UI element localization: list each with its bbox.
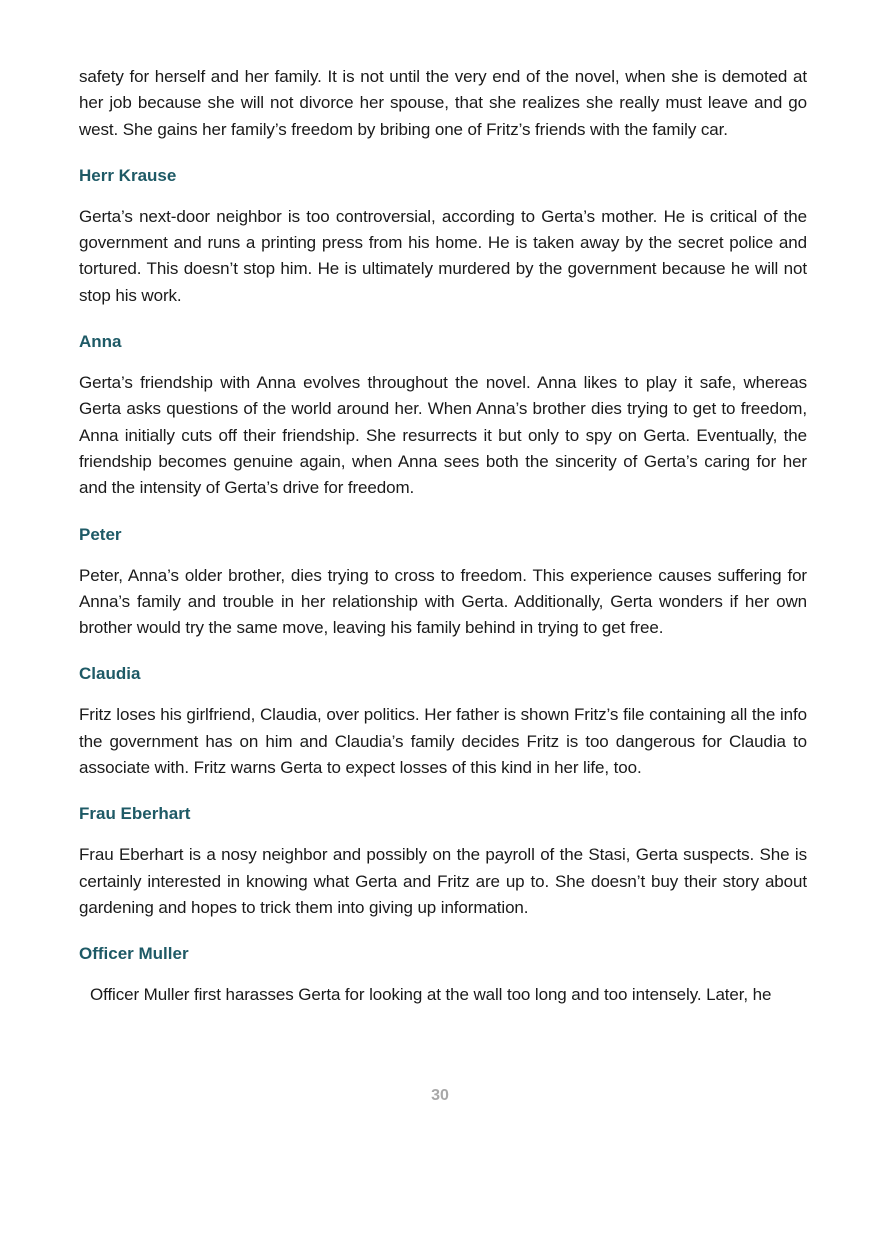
anna-paragraph: Gerta’s friendship with Anna evolves throughout the novel. Anna likes to play it safe, whereas Gerta asks questions of the world around her. When Anna’s brother dies trying to get to freedom, Anna initially cuts off their friendship. She resurrects it but only to spy on Gerta. Eventually, the friendship becomes genuine again, when Anna sees both the sincerity of Gerta’s caring for her and the intensity of Gerta’s drive for freedom. xyxy=(79,373,807,498)
heading-frau-eberhart: Frau Eberhart xyxy=(79,804,191,824)
peter-paragraph: Peter, Anna’s older brother, dies trying to cross to freedom. This experience causes suffering for Anna’s family and trouble in her relationship with Gerta. Additionally, Gerta wonders if her own brother would try the same move, leaving his family behind in trying to get free. xyxy=(79,565,807,638)
heading-officer-muller: Officer Muller xyxy=(79,944,189,964)
claudia-paragraph: Fritz loses his girlfriend, Claudia, over politics. Her father is shown Fritz’s file containing all the info the government has on him and Claudia’s family decides Fritz is too dangerous for Claudia to associate with. Fritz warns Gerta to expect losses of this kind in her life, too. xyxy=(79,705,807,778)
frau-eberhart-paragraph: Frau Eberhart is a nosy neighbor and possibly on the payroll of the Stasi, Gerta suspects. She is certainly interested in knowing what Gerta and Fritz are up to. She doesn’t buy their story about gardening and hopes to trick them into giving up information. xyxy=(79,845,807,917)
heading-herr-krause: Herr Krause xyxy=(79,165,177,185)
heading-peter: Peter xyxy=(79,524,122,544)
heading-anna: Anna xyxy=(79,332,122,352)
officer-muller-paragraph: Officer Muller first harasses Gerta for looking at the wall too long and too intensely. Later, he xyxy=(90,985,772,1005)
intro-paragraph: safety for herself and her family. It is not until the very end of the novel, when she is demoted at her job because she will not divorce her spouse, that she realizes she really must leave and go west. She gains her family’s freedom by bribing one of Fritz’s friends with the family car. xyxy=(79,67,807,139)
heading-claudia: Claudia xyxy=(79,664,141,684)
page-number: 30 xyxy=(431,1087,449,1104)
page-content xyxy=(79,64,807,1009)
herr-krause-paragraph: Gerta’s next-door neighbor is too controversial, according to Gerta’s mother. He is critical of the government and runs a printing press from his home. He is taken away by the secret police and tortured. This doesn’t stop him. He is ultimately murdered by the government because he will not stop his work. xyxy=(79,206,807,305)
